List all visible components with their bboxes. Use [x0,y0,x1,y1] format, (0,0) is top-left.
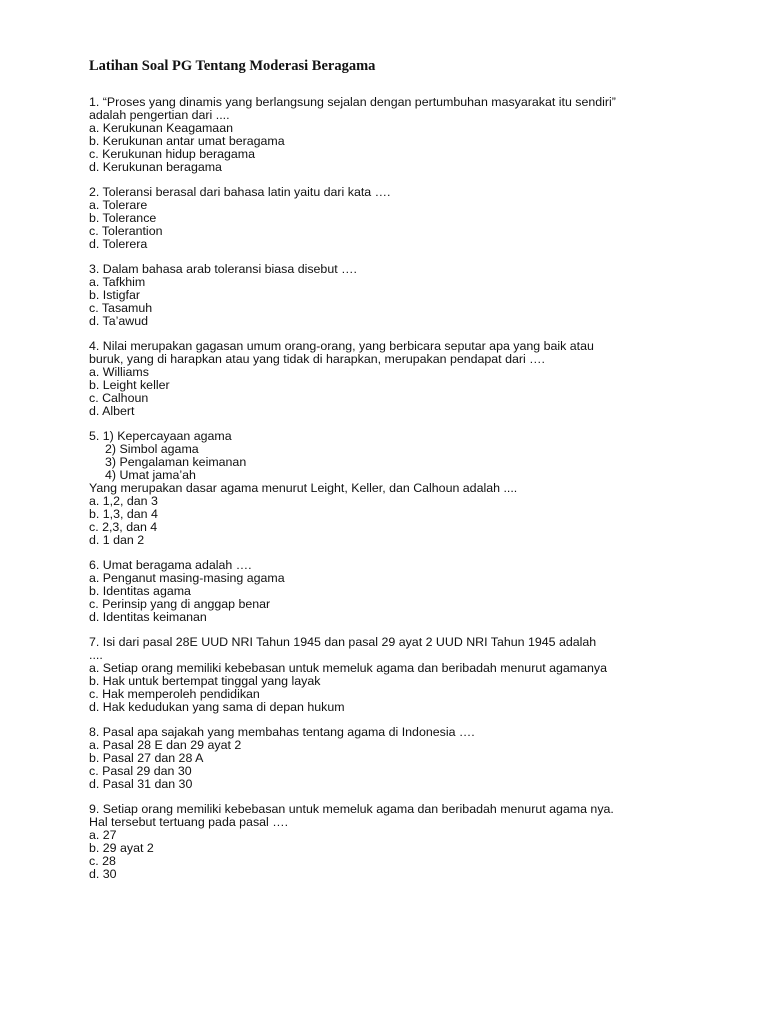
question-7 [89,636,708,714]
answer-option-d: d. Tolerera [89,237,148,251]
question-stem-line: 7. Isi dari pasal 28E UUD NRI Tahun 1945 dan pasal 29 ayat 2 UUD NRI Tahun 1945 adalah [89,635,597,649]
answer-option-a: a. Pasal 28 E dan 29 ayat 2 [89,738,242,752]
answer-option-a: a. Kerukunan Keagamaan [89,121,233,135]
question-stem-line: buruk, yang di harapkan atau yang tidak di harapkan, merupakan pendapat dari …. [89,352,546,366]
question-stem-line: adalah pengertian dari .... [89,108,230,122]
question-stem-line: Yang merupakan dasar agama menurut Leight, Keller, dan Calhoun adalah .... [89,481,518,495]
question-stem-line: Hal tersebut tertuang pada pasal …. [89,815,289,829]
answer-option-d: d. Kerukunan beragama [89,160,222,174]
answer-option-c: c. Hak memperoleh pendidikan [89,687,260,701]
question-stem-line: .... [89,648,103,662]
statement-item: 3) Pengalaman keimanan [105,455,247,469]
answer-option-d: d. Ta’awud [89,314,149,328]
question-1 [89,96,708,174]
answer-option-c: c. Pasal 29 dan 30 [89,764,192,778]
question-stem-line: 4. Nilai merupakan gagasan umum orang-orang, yang berbicara seputar apa yang baik atau [89,339,594,353]
answer-option-b: b. Pasal 27 dan 28 A [89,751,204,765]
document-title: Latihan Soal PG Tentang Moderasi Beragama [89,58,376,74]
answer-option-d: d. 30 [89,867,117,881]
answer-option-b: b. 29 ayat 2 [89,841,154,855]
question-stem-line: 8. Pasal apa sajakah yang membahas tentang agama di Indonesia …. [89,725,475,739]
question-6 [89,559,708,624]
answer-option-d: d. 1 dan 2 [89,533,145,547]
question-9 [89,803,708,881]
answer-option-a: a. Williams [89,365,149,379]
answer-option-c: c. 2,3, dan 4 [89,520,158,534]
answer-option-a: a. Tafkhim [89,275,146,289]
question-stem-line: 1. “Proses yang dinamis yang berlangsung sejalan dengan pertumbuhan masyarakat itu sendiri” [89,95,616,109]
question-8 [89,726,708,791]
statement-item: 2) Simbol agama [105,442,199,456]
question-5 [89,430,708,547]
answer-option-d: d. Hak kedudukan yang sama di depan hukum [89,700,345,714]
question-stem-line: 6. Umat beragama adalah …. [89,558,252,572]
answer-option-b: b. Kerukunan antar umat beragama [89,134,285,148]
answer-option-b: b. Tolerance [89,211,157,225]
question-stem-line: 5. 1) Kepercayaan agama [89,429,232,443]
answer-option-b: b. Leight keller [89,378,170,392]
statement-item: 4) Umat jama’ah [105,468,196,482]
answer-option-d: d. Pasal 31 dan 30 [89,777,193,791]
answer-option-c: c. Tasamuh [89,301,153,315]
answer-option-b: b. 1,3, dan 4 [89,507,158,521]
question-stem-line: 9. Setiap orang memiliki kebebasan untuk memeluk agama dan beribadah menurut agama nya. [89,802,614,816]
question-3 [89,263,708,328]
question-2 [89,186,708,251]
answer-option-b: b. Hak untuk bertempat tinggal yang layak [89,674,321,688]
answer-option-b: b. Istigfar [89,288,140,302]
answer-option-a: a. 27 [89,828,117,842]
question-stem-line: 2. Toleransi berasal dari bahasa latin yaitu dari kata …. [89,185,391,199]
answer-option-d: d. Identitas keimanan [89,610,207,624]
answer-option-a: a. Tolerare [89,198,148,212]
answer-option-b: b. Identitas agama [89,584,191,598]
answer-option-a: a. 1,2, dan 3 [89,494,158,508]
question-stem-line: 3. Dalam bahasa arab toleransi biasa disebut …. [89,262,357,276]
answer-option-c: c. Perinsip yang di anggap benar [89,597,271,611]
answer-option-c: c. Tolerantion [89,224,163,238]
answer-option-c: c. Calhoun [89,391,149,405]
answer-option-d: d. Albert [89,404,135,418]
question-4 [89,340,708,418]
answer-option-c: c. 28 [89,854,116,868]
answer-option-a: a. Penganut masing-masing agama [89,571,285,585]
answer-option-c: c. Kerukunan hidup beragama [89,147,256,161]
answer-option-a: a. Setiap orang memiliki kebebasan untuk memeluk agama dan beribadah menurut agamanya [89,661,607,675]
